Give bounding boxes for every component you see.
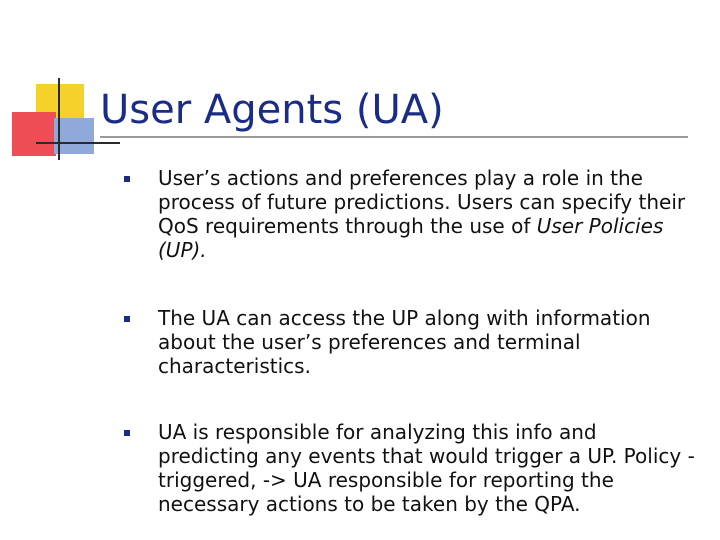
slide-title: User Agents (UA) [100,87,444,133]
title-underline [100,136,688,138]
bullet-marker-icon [124,430,130,436]
logo-red-square [12,112,56,156]
logo-vertical-line [58,78,60,160]
bullet-text-3: UA is responsible for analyzing this info and predicting any events that would trigger a UP. Policy - triggered, -> UA responsible for reporting the necessary actions to be taken by the QPA. [158,420,695,516]
decorative-logo [0,0,120,170]
logo-blue-square [54,118,94,154]
bullet-text-1 [158,166,698,262]
logo-horizontal-line [36,142,120,144]
bullet-marker-icon [124,176,130,182]
bullet-text-2: The UA can access the UP along with information about the user’s preferences and terminal characteristics. [158,306,651,378]
bullet-text-1-emphasis: User Policies (UP). [158,214,664,262]
bullet-marker-icon [124,316,130,322]
bullet-text-1-main: User’s actions and preferences play a role in the process of future predictions. Users can specify their QoS requirements through the use of [158,166,686,238]
